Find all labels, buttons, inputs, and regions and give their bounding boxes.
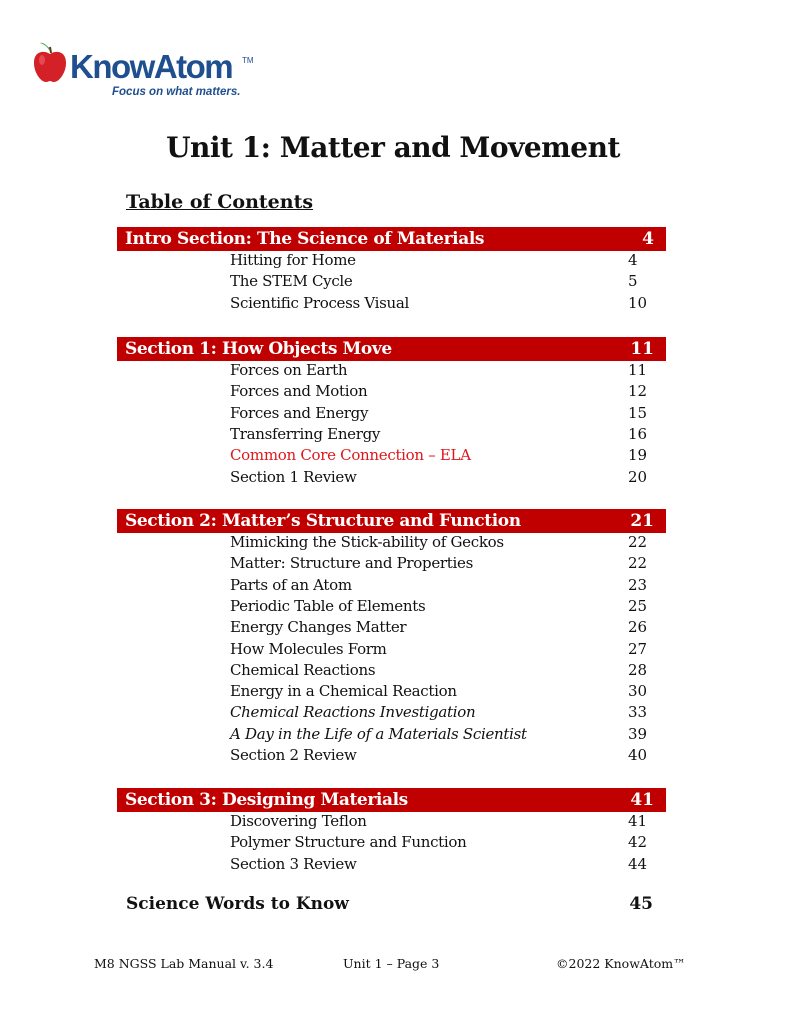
toc-entry-page: 4 [628,251,638,269]
section-title: Intro Section: The Science of Materials [125,229,485,249]
toc-entry-label: Forces and Motion [230,382,368,401]
toc-entry-label: Polymer Structure and Function [230,833,467,852]
toc-entry-page: 10 [628,293,648,312]
toc-entry [230,832,650,853]
knowatom-logo [30,38,270,102]
toc-entry [230,360,650,381]
footer-copyright: ©2022 KnowAtom™ [556,956,686,971]
toc-entry-page: 26 [628,618,648,637]
toc-entry-page: 15 [628,403,648,422]
footer-manual-version: M8 NGSS Lab Manual v. 3.4 [94,956,274,971]
logo-tagline: Focus on what matters. [112,86,241,98]
toc-entry [230,575,650,596]
toc-entry-label: Scientific Process Visual [230,293,410,312]
toc-entry [230,617,650,638]
section-header [117,227,666,251]
toc-entry [230,724,650,745]
toc-entry-page: 22 [628,554,648,573]
toc-entry-label: Hitting for Home [230,251,356,269]
toc-entry [230,681,650,702]
toc-entry-page: 27 [628,639,648,658]
toc-entry-page: 16 [628,424,648,443]
section-page: 41 [630,790,654,810]
toc-entry-label: Energy in a Chemical Reaction [230,682,457,701]
apple-icon [30,40,70,84]
section-header [117,337,666,361]
toc-entry-label: Transferring Energy [230,424,381,443]
toc-entry [230,811,650,832]
toc-entry-label: Forces on Earth [230,361,348,379]
logo-trademark: TM [242,56,254,65]
section-page: 21 [630,511,654,531]
toc-entry [230,271,650,292]
toc-entry [230,854,650,875]
toc-entry-label: Chemical Reactions Investigation [230,703,476,722]
toc-entry-page: 44 [628,854,648,873]
toc-entry [230,381,650,402]
toc-entry-label: How Molecules Form [230,639,387,658]
toc-entry-label: Forces and Energy [230,403,369,422]
toc-entry-label: Discovering Teflon [230,812,367,830]
section-title: Section 3: Designing Materials [125,790,408,810]
section-page: 11 [630,339,654,359]
toc-entry [230,639,650,660]
toc-entry [230,553,650,574]
toc-entry-label: The STEM Cycle [230,272,353,291]
toc-entry [230,293,650,314]
toc-heading: Table of Contents [126,191,314,213]
toc-entry-page: 30 [628,682,648,701]
toc-entry-label: Section 3 Review [230,854,357,873]
toc-entry [230,403,650,424]
toc-entry-label: Periodic Table of Elements [230,596,426,615]
toc-entry [230,660,650,681]
toc-entry [230,424,650,445]
toc-entry [230,445,650,466]
section-header [117,509,666,533]
toc-entry-page: 42 [628,833,648,852]
toc-entry [230,250,650,271]
toc-entry-page: 41 [628,812,648,830]
toc-entry-page: 11 [628,361,648,379]
toc-entry-page: 20 [628,467,648,486]
toc-entry-page: 22 [628,533,648,551]
toc-entry [230,702,650,723]
page-title: Unit 1: Matter and Movement [166,131,620,164]
footer-page-number: Unit 1 – Page 3 [343,956,440,971]
science-words-page: 45 [629,894,653,914]
section-title: Section 1: How Objects Move [125,339,392,359]
toc-entry [230,467,650,488]
science-words-label: Science Words to Know [126,894,349,914]
section-title: Section 2: Matter’s Structure and Function [125,511,521,531]
toc-entry-label: Matter: Structure and Properties [230,554,473,573]
toc-entry-label: Common Core Connection – ELA [230,446,471,465]
toc-entry-label: Energy Changes Matter [230,618,407,637]
toc-entry [230,745,650,766]
toc-entry-page: 5 [628,272,638,291]
toc-entry-page: 19 [628,446,648,465]
logo-brand-text: KnowAtom [70,48,233,85]
toc-entry-page: 40 [628,746,648,764]
toc-entry-page: 25 [628,596,648,615]
toc-entry-page: 23 [628,575,648,594]
toc-entry-page: 12 [628,382,648,401]
toc-entry-page: 39 [628,724,648,743]
section-page: 4 [642,229,654,249]
toc-entry-label: Mimicking the Stick-ability of Geckos [230,533,504,551]
toc-entry-label: Section 1 Review [230,467,357,486]
section-header [117,788,666,812]
toc-entry-label: Chemical Reactions [230,660,376,679]
toc-entry-page: 28 [628,660,648,679]
toc-entry-label: A Day in the Life of a Materials Scientist [230,724,527,743]
toc-entry-label: Parts of an Atom [230,575,352,594]
toc-entry-label: Section 2 Review [230,746,357,764]
toc-entry-page: 33 [628,703,648,722]
toc-entry [230,532,650,553]
toc-entry [230,596,650,617]
